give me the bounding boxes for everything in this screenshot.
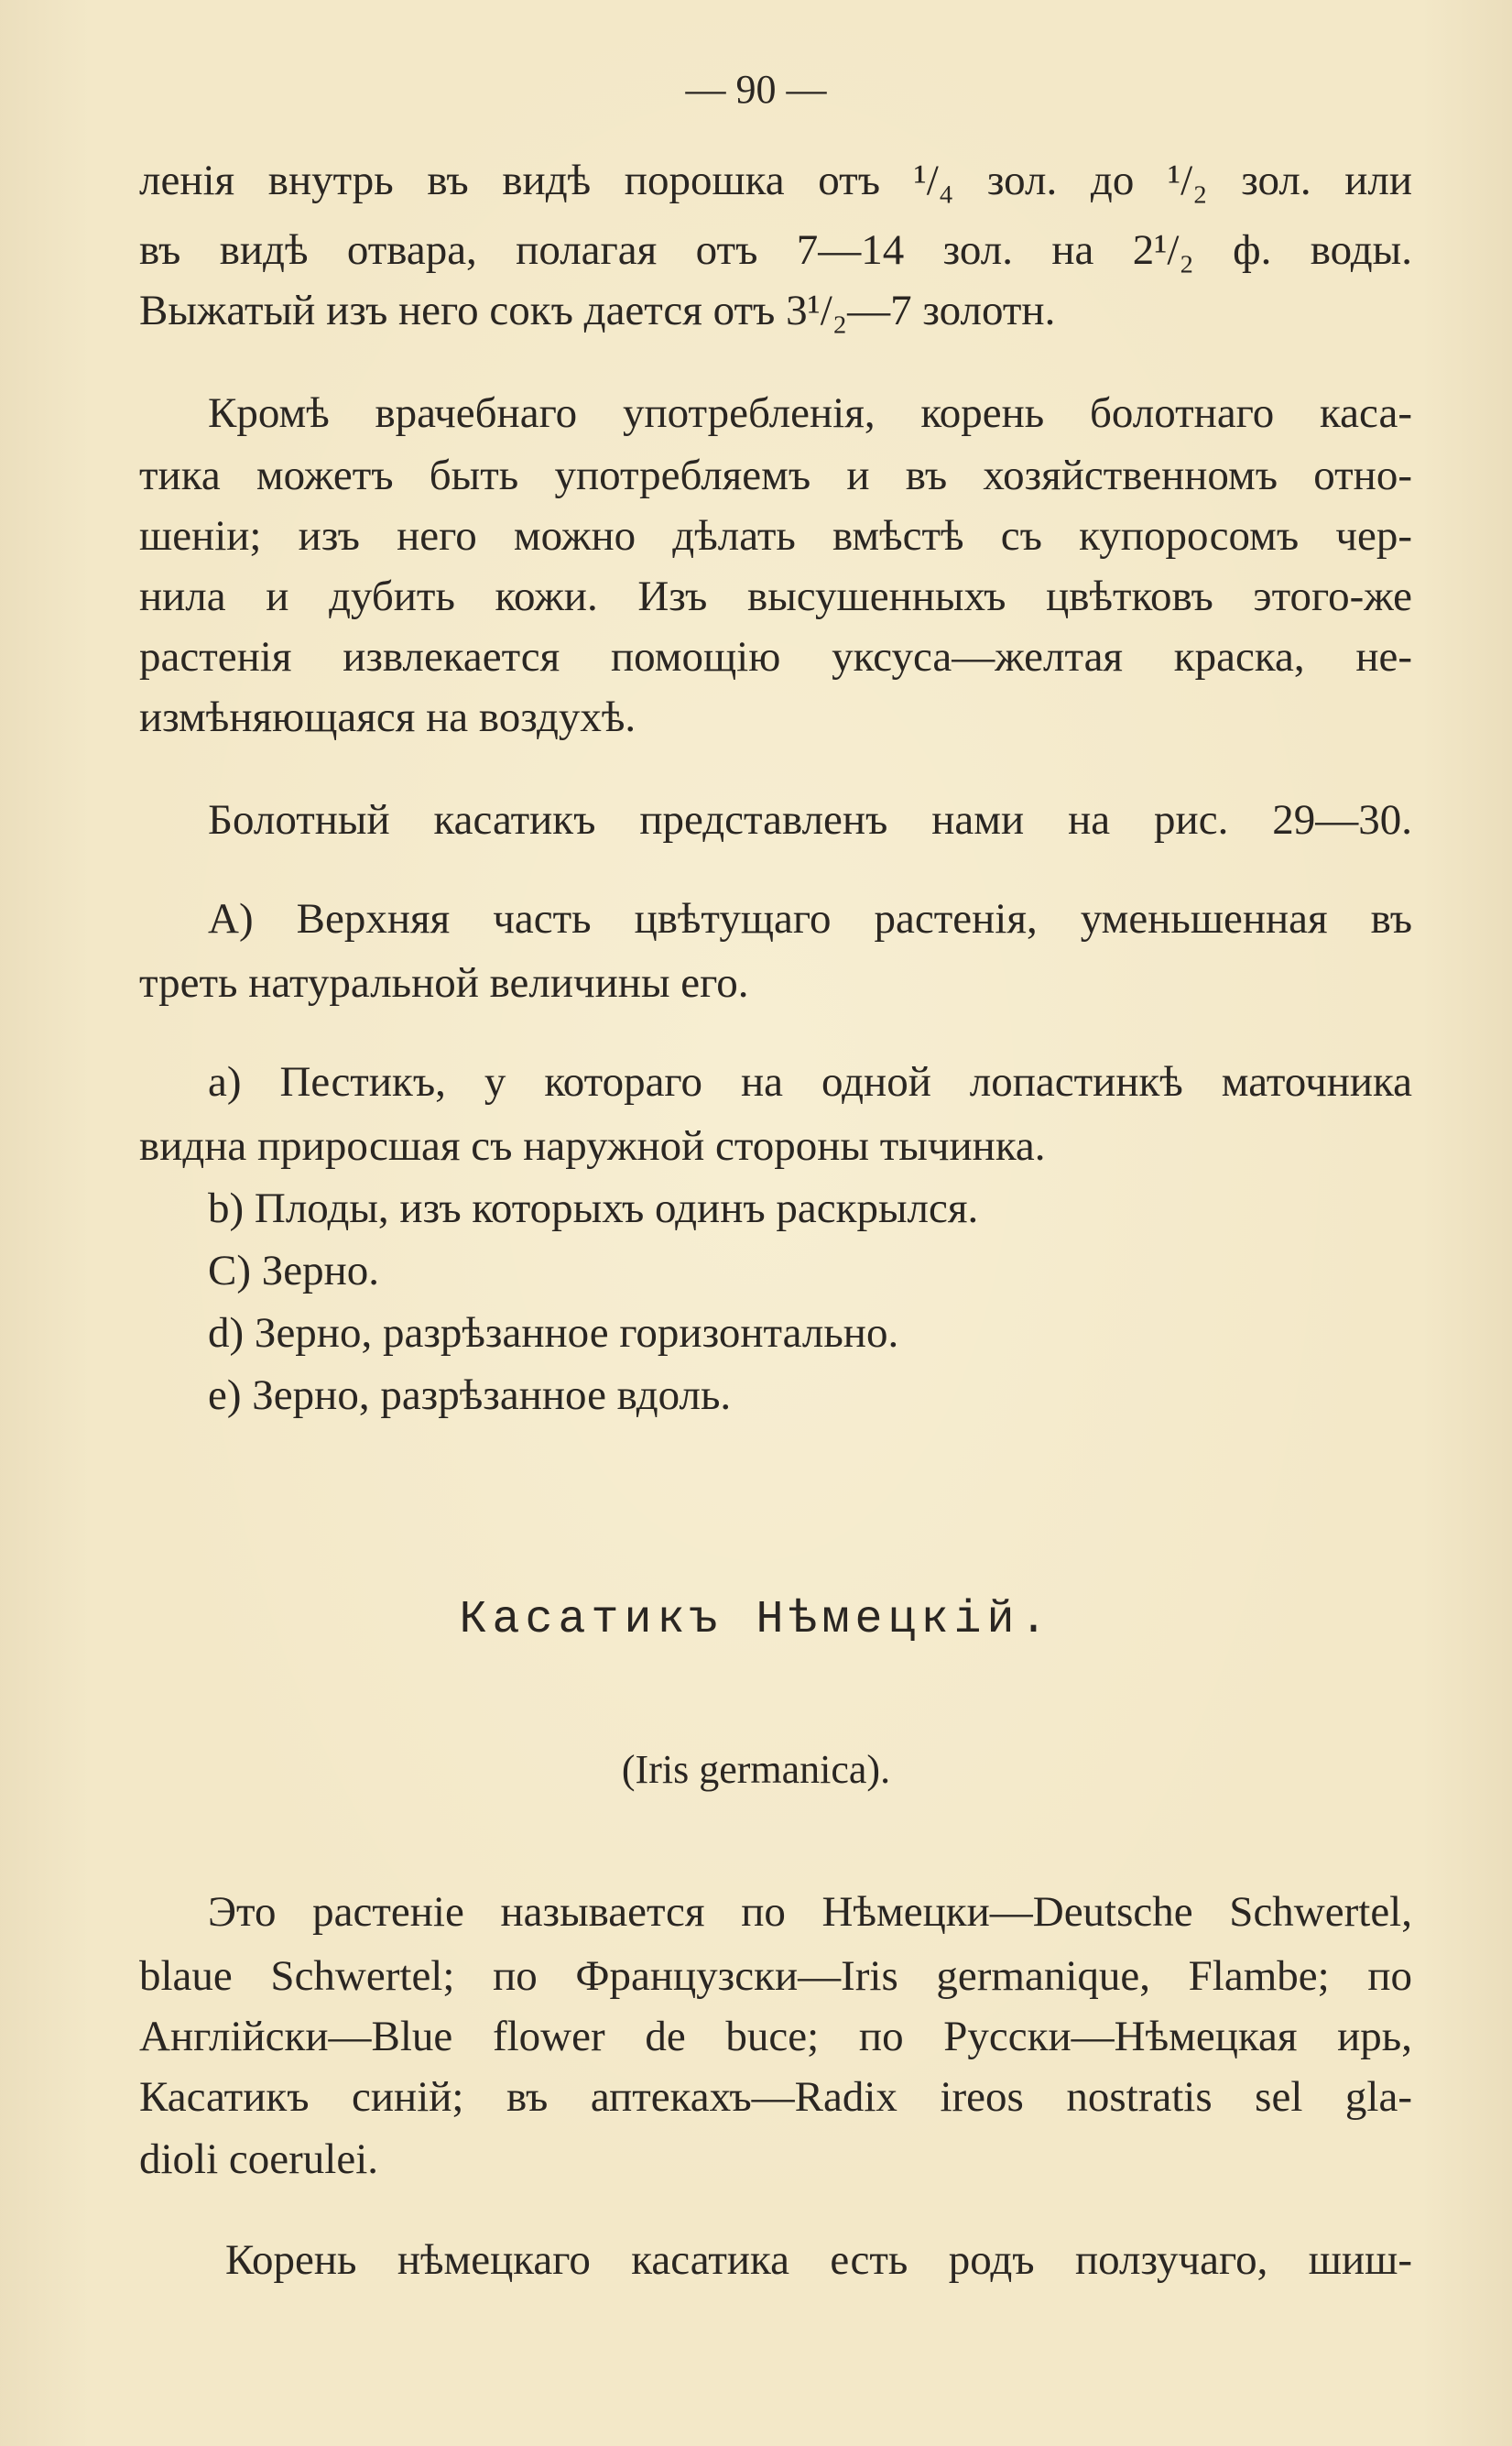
paragraph-1-line-2: въ видѣ отвара, полагая отъ 7—14 зол. на 2¹/₂ ф. воды. [139,226,1412,274]
section-latin-name: (Iris germanica). [621,1747,891,1792]
paragraph-6: Корень нѣмецкаго касатика есть родъ ползучаго, шиш- [225,2236,1412,2284]
paragraph-2-line-6: измѣняющаяся на воздухѣ. [139,693,636,741]
paragraph-2-line-5: растенія извлекается помощію уксуса—желтая краска, не- [139,633,1412,681]
item-b: b) Плоды, изъ которыхъ одинъ раскрылся. [208,1185,979,1232]
item-a-line-1: а) Пестикъ, у котораго на одной лопастинкѣ маточника [208,1058,1412,1106]
paragraph-3: Болотный касатикъ представленъ нами на рис. 29—30. [208,796,1412,844]
paragraph-5-line-3: Англійски—Blue flower de buce; по Русски—Нѣмецкая ирь, [139,2013,1412,2060]
paragraph-2-line-1: Кромѣ врачебнаго употребленія, корень болотнаго каса- [208,389,1412,437]
item-a-line-2: видна приросшая съ наружной стороны тычинка. [139,1122,1046,1170]
item-e: е) Зерно, разрѣзанное вдоль. [208,1371,732,1419]
paragraph-4-line-1: А) Верхняя часть цвѣтущаго растенія, уменьшенная въ [208,895,1412,943]
section-title: Касатикъ Нѣмецкій. [459,1594,1053,1646]
page-number: — 90 — [685,67,827,112]
paragraph-1-line-3: Выжатый изъ него сокъ дается отъ 3¹/₂—7 золотн. [139,287,1056,334]
paragraph-4-line-2: треть натуральной величины его. [139,959,749,1007]
paragraph-5-line-1: Это растеніе называется по Нѣмецки—Deutsche Schwertel, [208,1888,1412,1936]
paragraph-1-line-1: ленія внутрь въ видѣ порошка отъ ¹/₄ зол. до ¹/₂ зол. или [139,157,1412,204]
item-c: С) Зерно. [208,1247,380,1294]
paragraph-2-line-4: нила и дубить кожи. Изъ высушенныхъ цвѣтковъ этого-же [139,573,1412,620]
paragraph-2-line-2: тика можетъ быть употребляемъ и въ хозяйственномъ отно- [139,452,1412,499]
paragraph-2-line-3: шеніи; изъ него можно дѣлать вмѣстѣ съ купоросомъ чер- [139,512,1412,560]
item-d: d) Зерно, разрѣзанное горизонтально. [208,1309,899,1357]
paragraph-5-line-4: Касатикъ синій; въ аптекахъ—Radix ireos nostratis sel gla- [139,2073,1412,2121]
paragraph-5-line-5: dioli coerulei. [139,2135,379,2183]
paragraph-5-line-2: blaue Schwertel; по Французски—Iris germanique, Flambe; по [139,1952,1412,2000]
